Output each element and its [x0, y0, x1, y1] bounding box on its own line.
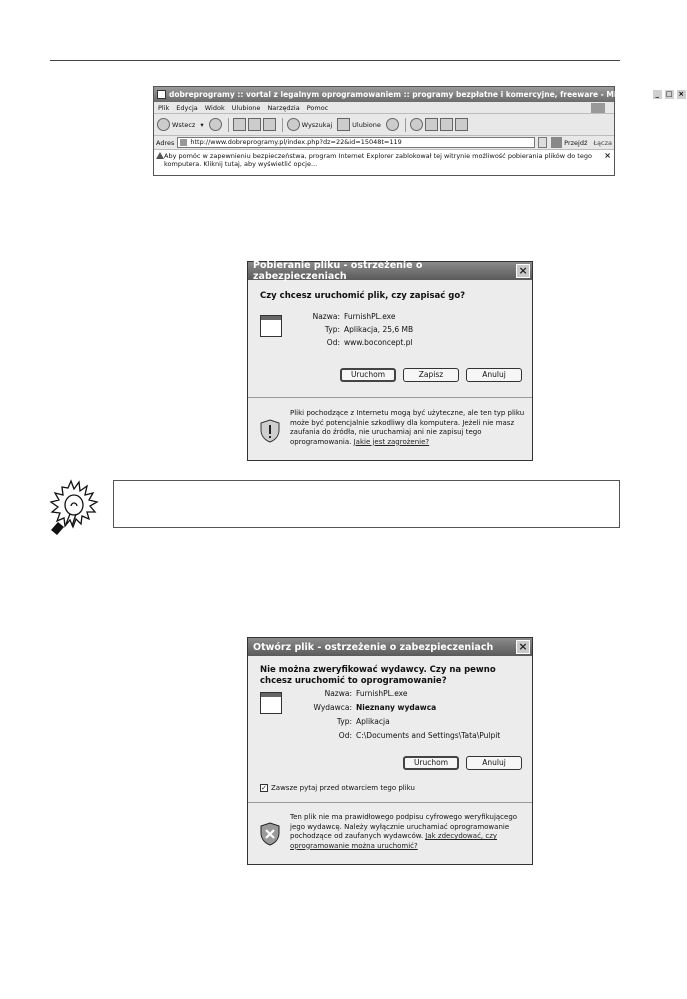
- dialog-close-button[interactable]: ×: [516, 640, 530, 654]
- refresh-icon[interactable]: [248, 118, 261, 131]
- mail-icon[interactable]: [410, 118, 423, 131]
- go-arrow-icon[interactable]: [551, 137, 562, 148]
- print-icon[interactable]: [425, 118, 438, 131]
- favorites-button-label[interactable]: Ulubione: [352, 120, 381, 129]
- close-button[interactable]: ×: [676, 89, 687, 100]
- run-button[interactable]: Uruchom: [403, 756, 459, 770]
- file-source-value: C:\Documents and Settings\Tata\Pulpit: [356, 731, 501, 740]
- always-ask-checkbox[interactable]: ✓: [261, 784, 267, 792]
- dialog-titlebar: [248, 262, 532, 280]
- browser-toolbar: [154, 114, 614, 136]
- file-name-value: FurnishPL.exe: [344, 312, 396, 321]
- toolbar-separator: [405, 118, 406, 132]
- browser-menubar: [154, 102, 614, 114]
- address-dropdown-icon[interactable]: [538, 137, 547, 148]
- browser-title: dobreprogramy :: vortal z legalnym oprogramowaniem :: programy bezpłatne i komercyjne, freeware - Microsof...: [169, 90, 651, 99]
- dialog-question: Czy chcesz uruchomić plik, czy zapisać go?: [260, 291, 466, 301]
- shield-exclamation-icon: [260, 419, 280, 443]
- menu-tools[interactable]: Narzędzia: [267, 103, 300, 112]
- menu-file[interactable]: Plik: [158, 103, 170, 112]
- lightbulb-icon: [40, 478, 108, 538]
- history-icon[interactable]: [386, 118, 399, 131]
- info-bar[interactable]: [154, 150, 614, 175]
- file-type-value: Aplikacja: [356, 717, 390, 726]
- warning-icon: [156, 152, 164, 159]
- file-source-label: Od:: [338, 731, 352, 740]
- ie-logo-icon: [157, 90, 166, 99]
- file-name-value: FurnishPL.exe: [356, 689, 408, 698]
- back-arrow-icon[interactable]: [157, 118, 170, 131]
- cancel-button[interactable]: Anuluj: [466, 756, 522, 770]
- toolbar-separator: [228, 118, 229, 132]
- security-warning-text: [290, 813, 528, 851]
- file-type-label: Typ:: [324, 325, 340, 334]
- file-source-row: [292, 730, 500, 742]
- shield-x-icon: [260, 822, 280, 846]
- application-file-icon: [260, 315, 282, 337]
- back-dropdown-icon[interactable]: ▾: [200, 120, 204, 129]
- file-name-label: Nazwa:: [324, 689, 352, 698]
- back-button-label[interactable]: Wstecz: [172, 120, 196, 129]
- always-ask-checkbox-row[interactable]: [260, 784, 415, 792]
- file-type-row: [292, 324, 413, 336]
- dialog-title: Otwórz plik - ostrzeżenie o zabezpieczeniach: [253, 641, 494, 653]
- browser-window: [153, 86, 685, 176]
- messenger-icon[interactable]: [455, 118, 468, 131]
- menu-edit[interactable]: Edycja: [176, 103, 198, 112]
- dialog-titlebar: [248, 638, 532, 656]
- tip-box: [113, 480, 620, 528]
- menu-view[interactable]: Widok: [204, 103, 225, 112]
- search-button-label[interactable]: Wyszukaj: [301, 120, 333, 129]
- run-button[interactable]: Uruchom: [340, 368, 396, 382]
- home-icon[interactable]: [263, 118, 276, 131]
- search-icon[interactable]: [287, 118, 300, 131]
- info-bar-close-button[interactable]: ×: [604, 151, 611, 160]
- go-button-label[interactable]: Przejdź: [564, 138, 588, 147]
- dialog-title: Pobieranie pliku - ostrzeżenie o zabezpieczeniach: [253, 260, 423, 282]
- dialog-close-button[interactable]: ×: [516, 264, 530, 278]
- address-input[interactable]: http://www.dobreprogramy.pl/index.php?dz=22&id=15048t=119: [177, 137, 535, 148]
- links-label[interactable]: Łącza: [593, 138, 612, 147]
- dialog-divider: [248, 397, 532, 398]
- info-bar-text[interactable]: Aby pomóc w zapewnieniu bezpieczeństwa, program Internet Explorer zablokował tej witrynie możliwość pobierania plików do tego komputera. Kliknij tutaj, aby wyświetlić opcje...: [164, 152, 592, 168]
- dialog-divider: [248, 802, 532, 803]
- publisher-label: Wydawca:: [313, 703, 352, 712]
- open-file-warning-dialog: [247, 637, 533, 865]
- file-type-row: [292, 716, 390, 728]
- file-source-value: www.boconcept.pl: [344, 338, 413, 347]
- publisher-value: Nieznany wydawca: [356, 703, 437, 712]
- how-to-decide-link[interactable]: Jak zdecydować, czy oprogramowanie można uruchomić?: [290, 832, 498, 850]
- toolbar-separator: [282, 118, 283, 132]
- browser-titlebar: [154, 87, 685, 102]
- menu-help[interactable]: Pomoc: [306, 103, 329, 112]
- stop-icon[interactable]: [233, 118, 246, 131]
- address-bar: [154, 136, 614, 150]
- file-type-value: Aplikacja, 25,6 MB: [344, 325, 414, 334]
- page-header-rule: [50, 60, 620, 61]
- forward-arrow-icon[interactable]: [209, 118, 222, 131]
- file-name-row: [292, 688, 408, 700]
- file-name-label: Nazwa:: [312, 312, 340, 321]
- star-icon[interactable]: [337, 118, 350, 131]
- edit-icon[interactable]: [440, 118, 453, 131]
- address-label: Adres: [156, 138, 175, 147]
- save-button[interactable]: Zapisz: [403, 368, 459, 382]
- minimize-button[interactable]: _: [652, 89, 663, 100]
- download-warning-dialog: [247, 261, 533, 461]
- file-name-row: [292, 311, 396, 323]
- maximize-button[interactable]: □: [664, 89, 675, 100]
- security-warning-text: [290, 409, 528, 447]
- application-file-icon: [260, 692, 282, 714]
- security-warning-body: Pliki pochodzące z Internetu mogą być użyteczne, ale ten typ pliku może być potencjalnie szkodliwy dla komputera. Jeżeli nie masz zaufania do źródła, nie uruchamiaj ani nie zapisuj tego oprogramowania.: [290, 409, 525, 446]
- windows-flag-icon: [591, 103, 605, 113]
- file-source-row: [292, 337, 413, 349]
- menu-favorites[interactable]: Ulubione: [231, 103, 261, 112]
- cancel-button[interactable]: Anuluj: [466, 368, 522, 382]
- security-warning-body: Ten plik nie ma prawidłowego podpisu cyfrowego weryfikującego jego wydawcę. Należy wyłącznie uruchamiać oprogramowanie pochodzące od zaufanych wydawców.: [290, 813, 518, 840]
- risk-info-link[interactable]: Jakie jest zagrożenie?: [353, 437, 430, 446]
- publisher-row: [292, 702, 436, 714]
- file-type-label: Typ:: [336, 717, 352, 726]
- always-ask-label[interactable]: Zawsze pytaj przed otwarciem tego pliku: [271, 784, 415, 792]
- dialog-question: Nie można zweryfikować wydawcy. Czy na pewno chcesz uruchomić to oprogramowanie?: [260, 665, 496, 686]
- file-source-label: Od:: [326, 338, 340, 347]
